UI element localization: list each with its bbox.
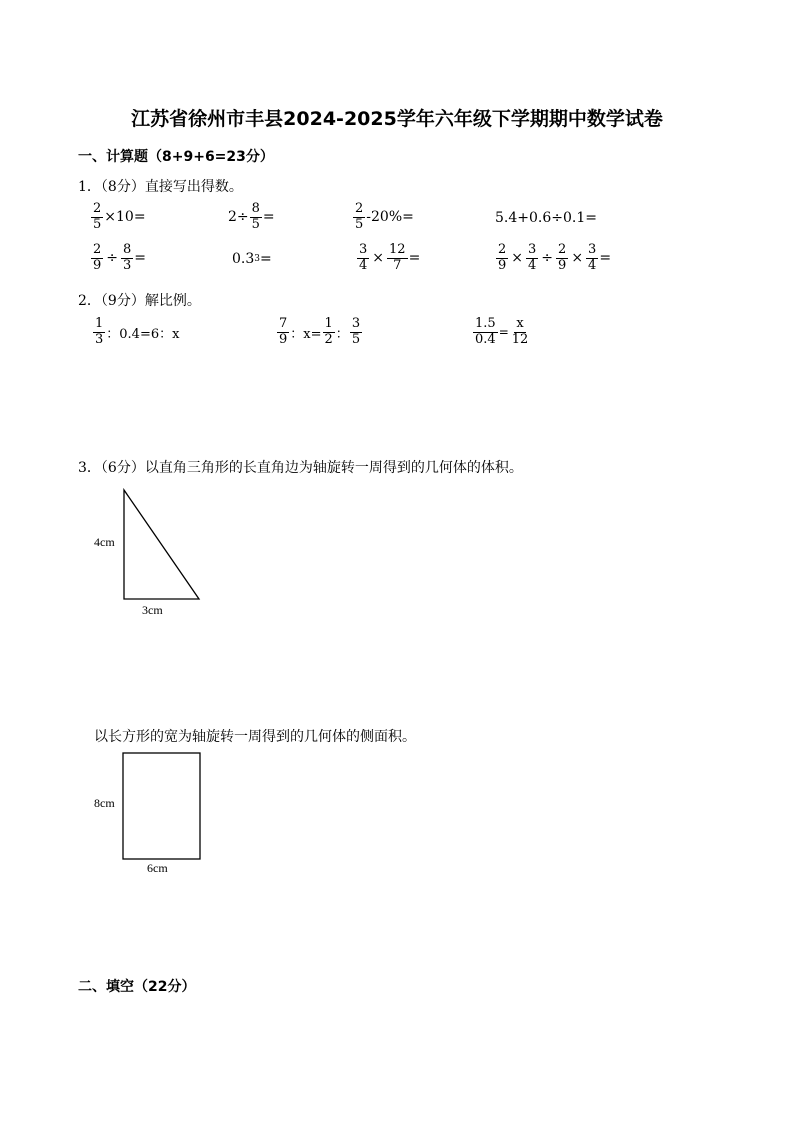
fraction: $\frac{8}{5}$ — [251, 201, 260, 232]
fraction: $\frac{3}{4}$ — [528, 242, 537, 273]
expr-5: $\frac{2}{9}$ ÷ $\frac{8}{3}$ = — [93, 242, 147, 273]
expr-7: $\frac{3}{4}$ × $\frac{12}{7}$ = — [359, 242, 421, 273]
right-triangle-figure — [118, 485, 208, 610]
expr-6: 0.3 3 = — [232, 251, 272, 267]
section-1-heading: 一、计算题（8+9+6=23分） — [78, 149, 274, 165]
fraction: $\frac{2}{5}$ — [93, 201, 102, 232]
fraction: $\frac{3}{5}$ — [351, 316, 361, 347]
question-3-part-2-label: 以长方形的宽为轴旋转一周得到的几何体的侧面积。 — [94, 729, 416, 745]
fraction: $\frac{1}{2}$ — [324, 316, 333, 347]
question-3-label: 3．（6分）以直角三角形的长直角边为轴旋转一周得到的几何体的体积。 — [78, 460, 523, 476]
fraction: $\frac{2}{9}$ — [498, 242, 507, 273]
rectangle — [123, 753, 200, 859]
question-1-label: 1．（8分）直接写出得数。 — [78, 179, 243, 195]
expr-2: 2÷ $\frac{8}{5}$ = — [228, 201, 275, 232]
rectangle-figure — [118, 748, 208, 866]
right-triangle — [124, 490, 199, 599]
section-2-heading: 二、填空（22分） — [78, 979, 196, 995]
question-2-label: 2．（9分）解比例。 — [78, 293, 201, 309]
fraction: $\frac{1.5}{0.4}$ — [475, 316, 496, 347]
fraction: $\frac{3}{4}$ — [588, 242, 597, 273]
proportion-2: $\frac{7}{9}$ ：x= $\frac{1}{2}$ ： $\frac{3}{5}$ — [279, 316, 361, 347]
fraction: $\frac{12}{7}$ — [389, 242, 406, 273]
triangle-height-label: 4cm — [94, 535, 115, 549]
rectangle-height-label: 8cm — [94, 796, 115, 810]
expr-3: $\frac{2}{5}$ -20%= — [355, 201, 414, 232]
fraction: $\frac{x}{12}$ — [511, 316, 529, 347]
proportion-3: $\frac{1.5}{0.4}$ = $\frac{x}{12}$ — [475, 316, 529, 347]
expr-8: $\frac{2}{9}$ × $\frac{3}{4}$ ÷ $\frac{2}{9}$ × $\frac{3}{4}$ = — [498, 242, 612, 273]
fraction: $\frac{2}{5}$ — [355, 201, 364, 232]
fraction: $\frac{3}{4}$ — [359, 242, 368, 273]
fraction: $\frac{2}{9}$ — [558, 242, 567, 273]
expr-4: 5.4+0.6÷0.1= — [495, 210, 597, 226]
triangle-base-label: 3cm — [142, 603, 163, 617]
expr-1: $\frac{2}{5}$ ×10= — [93, 201, 146, 232]
fraction: $\frac{1}{3}$ — [95, 316, 104, 347]
fraction: $\frac{8}{3}$ — [123, 242, 132, 273]
page-title: 江苏省徐州市丰县2024-2025学年六年级下学期期中数学试卷 — [131, 108, 663, 130]
fraction: $\frac{2}{9}$ — [93, 242, 102, 273]
proportion-1: $\frac{1}{3}$ ：0.4=6：x — [95, 316, 180, 347]
fraction: $\frac{7}{9}$ — [279, 316, 288, 347]
rectangle-width-label: 6cm — [147, 861, 168, 875]
